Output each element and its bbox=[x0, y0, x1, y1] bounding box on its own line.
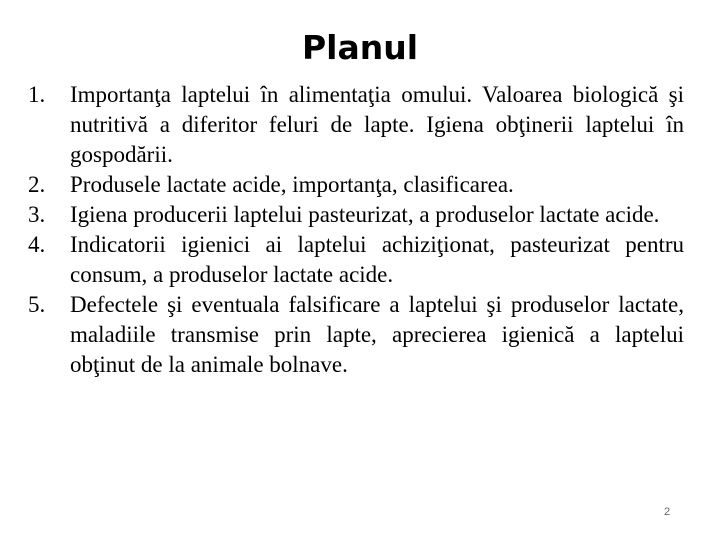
list-item bbox=[28, 80, 684, 170]
list-item bbox=[28, 290, 684, 380]
item-text: Importanţa laptelui în alimentaţia omului. Valoarea biologică şi nutritivă a diferitor feluri de lapte. Igiena obţinerii laptelui în gospodării. bbox=[70, 82, 684, 167]
list-item bbox=[28, 170, 684, 200]
item-text: Produsele lactate acide, importanţa, clasificarea. bbox=[70, 172, 514, 197]
slide-title: Planul bbox=[301, 28, 419, 67]
item-number: 1. bbox=[28, 82, 46, 107]
item-number: 4. bbox=[28, 232, 46, 257]
list-item bbox=[28, 200, 684, 230]
item-text: Defectele şi eventuala falsificare a laptelui şi produselor lactate, maladiile transmise prin lapte, aprecierea igienică a laptelui obţinut de la animale bolnave. bbox=[70, 292, 684, 377]
item-text: Indicatorii igienici ai laptelui achiziţionat, pasteurizat pentru consum, a produselor lactate acide. bbox=[70, 232, 684, 287]
item-text: Igiena producerii laptelui pasteurizat, a produselor lactate acide. bbox=[70, 202, 660, 227]
item-number: 2. bbox=[28, 172, 46, 197]
item-number: 3. bbox=[28, 202, 46, 227]
list-item bbox=[28, 230, 684, 290]
page-number: 2 bbox=[664, 506, 671, 518]
plan-list bbox=[28, 80, 684, 380]
item-number: 5. bbox=[28, 292, 46, 317]
